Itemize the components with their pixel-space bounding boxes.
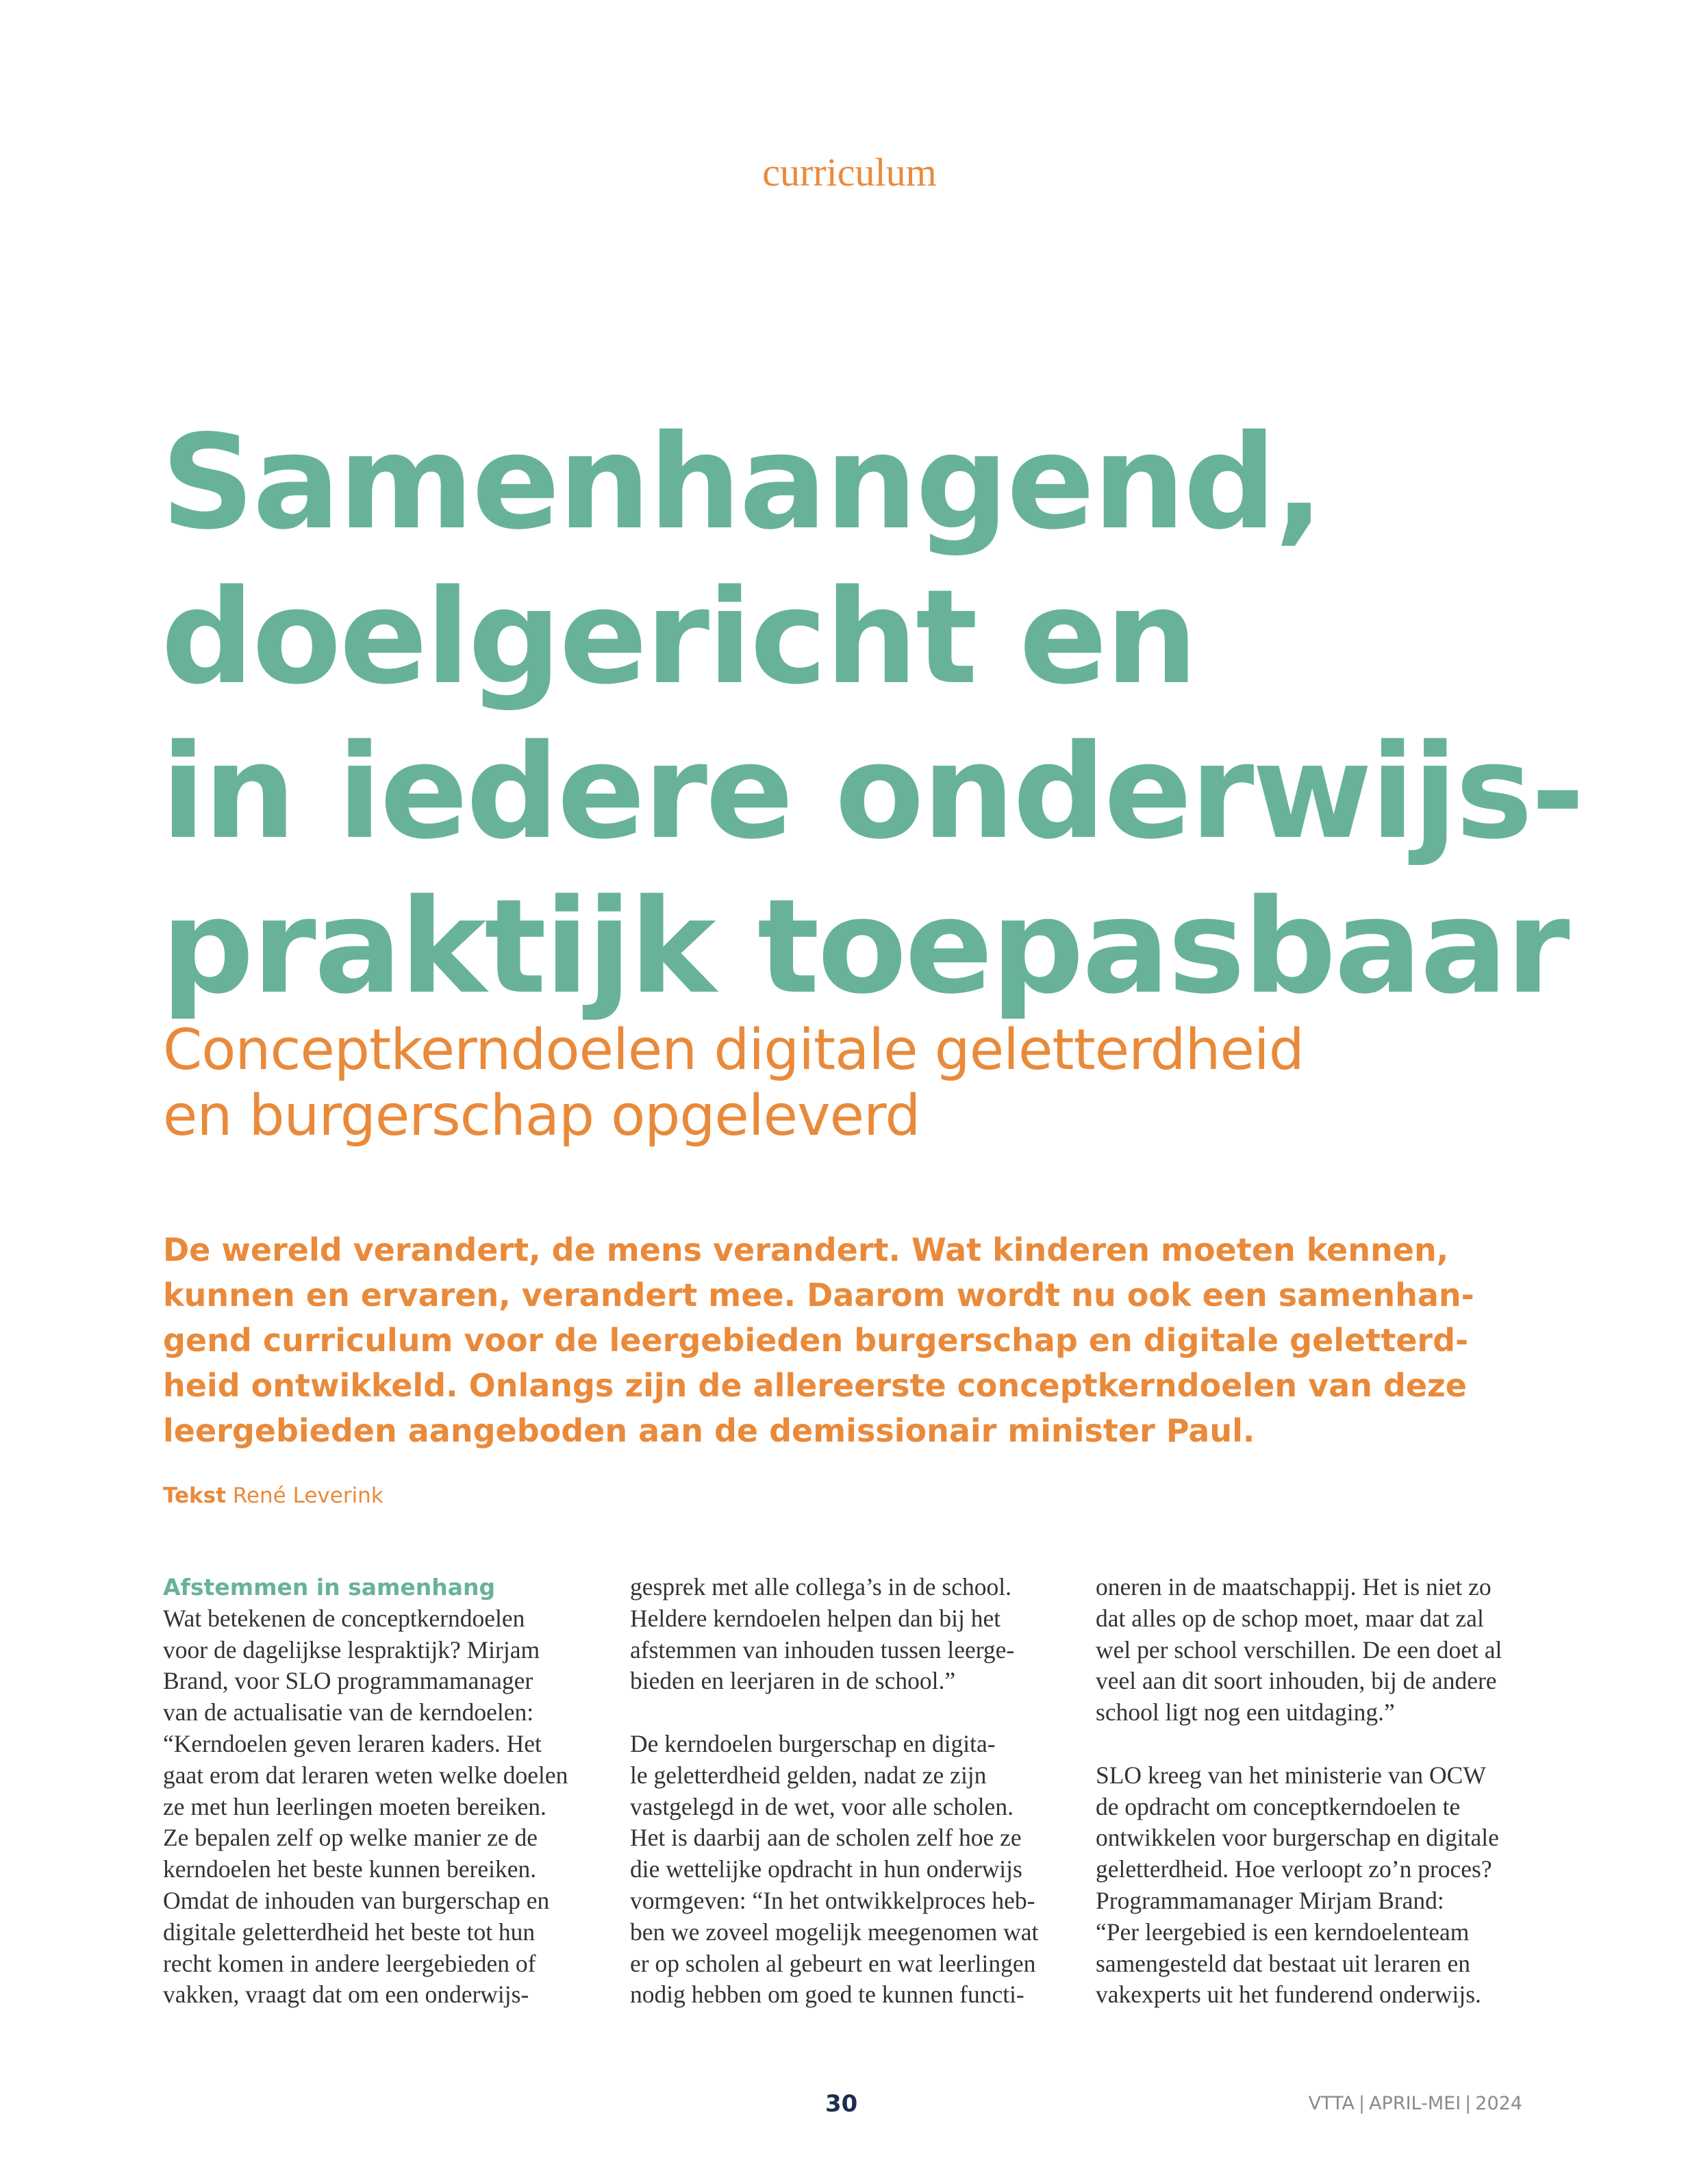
body-line: voor de dagelijkse lespraktijk? Mirjam [163,1635,540,1664]
body-line: De kerndoelen burgerschap en digita- [630,1729,996,1757]
body-line: vakexperts uit het funderend onderwijs. [1096,1981,1481,2009]
paragraph-gap [630,1697,1082,1729]
title-line: doelgericht en [161,562,1196,713]
body-line: samengesteld dat bestaat uit leraren en [1096,1949,1471,1977]
body-line: ben we zoveel mogelijk meegenomen wat [630,1918,1039,1946]
body-line: gaat erom dat leraren weten welke doelen [163,1761,568,1789]
article-title [161,405,1674,1025]
body-line: “Per leergebied is een kerndoelenteam [1096,1918,1470,1946]
body-line: wel per school verschillen. De een doet al [1096,1635,1502,1664]
body-line: “Kerndoelen geven leraren kaders. Het [163,1729,542,1757]
body-line: SLO kreeg van het ministerie van OCW [1096,1761,1486,1789]
body-line: Programmamanager Mirjam Brand: [1096,1886,1444,1914]
subheading: Afstemmen in samenhang [163,1574,496,1601]
body-line: van de actualisatie van de kerndoelen: [163,1698,534,1727]
body-line: vastgelegd in de wet, voor alle scholen. [630,1792,1014,1820]
body-line: nodig hebben om goed te kunnen functi- [630,1981,1024,2009]
body-line: kerndoelen het beste kunnen bereiken. [163,1855,537,1883]
body-line: digitale geletterdheid het beste tot hun [163,1918,536,1946]
body-line: geletterdheid. Hoe verloopt zo’n proces? [1096,1855,1492,1883]
article-subtitle [163,1018,1670,1149]
footer-separator: | [1358,2093,1366,2114]
body-line: Omdat de inhouden van burgerschap en [163,1886,550,1914]
body-line: recht komen in andere leergebieden of [163,1949,536,1977]
body-line: vormgeven: “In het ontwikkelproces heb- [630,1886,1035,1914]
body-line: le geletterdheid gelden, nadat ze zijn [630,1761,987,1789]
body-line: ontwikkelen voor burgerschap en digitale [1096,1824,1499,1852]
body-column-2 [630,1572,1082,2011]
body-column-1 [163,1572,615,2011]
body-line: gesprek met alle collega’s in de school. [630,1573,1011,1601]
body-line: Brand, voor SLO programmamanager [163,1667,533,1695]
body-line: Wat betekenen de conceptkerndoelen [163,1604,525,1632]
subtitle-line: en burgerschap opgeleverd [163,1083,920,1149]
paragraph-gap [1096,1729,1548,1760]
page-number: 30 [825,2090,858,2118]
intro-paragraph [163,1227,1601,1453]
body-line: vakken, vraagt dat om een onderwijs- [163,1981,529,2009]
body-line: Het is daarbij aan de scholen zelf hoe ze [630,1824,1022,1852]
body-line: ze met hun leerlingen moeten bereiken. [163,1792,546,1820]
intro-line: De wereld verandert, de mens verandert. Wat kinderen moeten kennen, [163,1231,1449,1268]
subtitle-line: Conceptkerndoelen digitale geletterdheid [163,1018,1304,1083]
body-line: Ze bepalen zelf op welke manier ze de [163,1824,538,1852]
body-line: de opdracht om conceptkerndoelen te [1096,1792,1461,1820]
byline [163,1483,383,1508]
title-line: in iedere onderwijs- [161,716,1583,868]
footer-separator: | [1465,2093,1472,2114]
intro-line: gend curriculum voor de leergebieden burgerschap en digitale geletterd- [163,1322,1469,1359]
footer-magazine: VTTA [1308,2093,1355,2114]
section-label: curriculum [762,150,937,194]
body-line: bieden en leerjaren in de school.” [630,1667,956,1695]
body-line: school ligt nog een uitdaging.” [1096,1698,1395,1727]
body-line: er op scholen al gebeurt en wat leerlingen [630,1949,1036,1977]
body-line: veel aan dit soort inhouden, bij de andere [1096,1667,1497,1695]
body-line: dat alles op de schop moet, maar dat zal [1096,1604,1484,1632]
intro-line: heid ontwikkeld. Onlangs zijn de allereerste conceptkerndoelen van deze [163,1367,1467,1404]
title-line: Samenhangend, [161,407,1322,558]
body-line: die wettelijke opdracht in hun onderwijs [630,1855,1022,1883]
footer-publication [1309,2093,1522,2114]
footer-year: 2024 [1475,2093,1522,2114]
body-line: afstemmen van inhouden tussen leerge- [630,1635,1015,1664]
title-line: praktijk toepasbaar [161,871,1568,1022]
footer-issue: APRIL-MEI [1369,2093,1461,2114]
byline-label: Tekst [163,1483,226,1508]
body-line: Heldere kerndoelen helpen dan bij het [630,1604,1001,1632]
byline-author: René Leverink [232,1483,383,1508]
body-column-3 [1096,1572,1548,2011]
intro-line: leergebieden aangeboden aan de demissionair minister Paul. [163,1412,1255,1449]
intro-line: kunnen en ervaren, verandert mee. Daarom wordt nu ook een samenhan- [163,1277,1474,1314]
body-line: oneren in de maatschappij. Het is niet zo [1096,1573,1492,1601]
